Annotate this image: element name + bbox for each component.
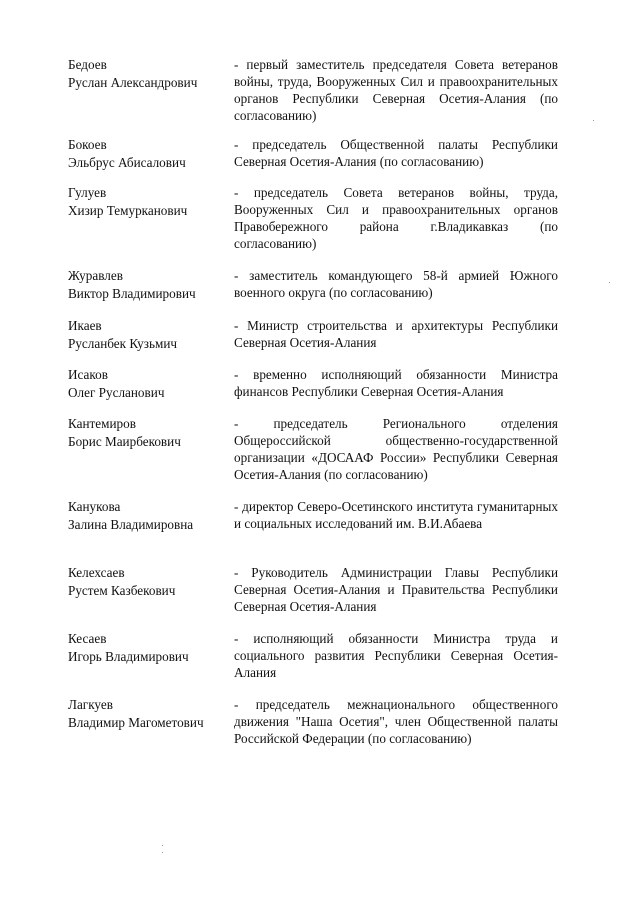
member-given-name: Владимир Магометович bbox=[68, 715, 204, 730]
member-name bbox=[68, 56, 228, 92]
member-name bbox=[68, 498, 228, 534]
member-surname: Гулуев bbox=[68, 185, 107, 200]
member-surname: Бедоев bbox=[68, 57, 107, 72]
scan-speck bbox=[593, 120, 594, 121]
member-position: - председатель Регионального отделения Общероссийской общественно-государственной организации «ДОСААФ России» Республики Северная Осетия-Алания (по согласованию) bbox=[234, 416, 558, 482]
member-position: - исполняющий обязанности Министра труда и социального развития Республики Северная Осетия-Алания bbox=[234, 631, 558, 680]
member-given-name: Русланбек Кузьмич bbox=[68, 336, 178, 351]
member-given-name: Игорь Владимирович bbox=[68, 649, 189, 664]
member-position: - временно исполняющий обязанности Министра финансов Республики Северная Осетия-Алания bbox=[234, 367, 558, 399]
member-surname: Журавлев bbox=[68, 268, 123, 283]
member-surname: Икаев bbox=[68, 318, 102, 333]
member-name bbox=[68, 415, 228, 451]
member-position: - председатель Общественной палаты Республики Северная Осетия-Алания (по согласованию) bbox=[234, 137, 558, 169]
member-surname: Бокоев bbox=[68, 137, 107, 152]
member-name bbox=[68, 267, 228, 303]
member-given-name: Рустем Казбекович bbox=[68, 583, 176, 598]
member-given-name: Руслан Александрович bbox=[68, 75, 198, 90]
member-surname: Келехсаев bbox=[68, 565, 125, 580]
scan-speck bbox=[162, 845, 163, 846]
member-given-name: Олег Русланович bbox=[68, 385, 165, 400]
member-surname: Кесаев bbox=[68, 631, 107, 646]
member-surname: Лагкуев bbox=[68, 697, 113, 712]
member-surname: Кантемиров bbox=[68, 416, 136, 431]
member-surname: Исаков bbox=[68, 367, 108, 382]
member-name bbox=[68, 184, 228, 220]
member-position: - заместитель командующего 58-й армией Южного военного округа (по согласованию) bbox=[234, 268, 558, 300]
member-name bbox=[68, 630, 228, 666]
member-given-name: Борис Маирбекович bbox=[68, 434, 181, 449]
member-name bbox=[68, 317, 228, 353]
member-position: - Руководитель Администрации Главы Республики Северная Осетия-Алания и Правительства Республики Северная Осетия-Алания bbox=[234, 565, 558, 614]
member-given-name: Хизир Темурканович bbox=[68, 203, 188, 218]
member-name bbox=[68, 696, 228, 732]
member-surname: Канукова bbox=[68, 499, 121, 514]
member-given-name: Виктор Владимирович bbox=[68, 286, 196, 301]
member-position: - Министр строительства и архитектуры Республики Северная Осетия-Алания bbox=[234, 318, 558, 350]
scan-speck bbox=[609, 282, 610, 283]
member-given-name: Залина Владимировна bbox=[68, 517, 194, 532]
member-position: - председатель Совета ветеранов войны, труда, Вооруженных Сил и правоохранительных органов Правобережного района г.Владикавказ (по согласованию) bbox=[234, 185, 558, 251]
scan-speck bbox=[162, 852, 163, 853]
member-position: - председатель межнационального общественного движения "Наша Осетия", член Общественной палаты Российской Федерации (по согласованию) bbox=[234, 697, 558, 746]
member-position: - первый заместитель председателя Совета ветеранов войны, труда, Вооруженных Сил и правоохранительных органов Республики Северная Осетия-Алания (по согласованию) bbox=[234, 57, 558, 123]
member-position: - директор Северо-Осетинского института гуманитарных и социальных исследований им. В.И.Абаева bbox=[234, 499, 558, 531]
member-name bbox=[68, 564, 228, 600]
member-name bbox=[68, 366, 228, 402]
member-name bbox=[68, 136, 228, 172]
member-given-name: Эльбрус Абисалович bbox=[68, 155, 186, 170]
